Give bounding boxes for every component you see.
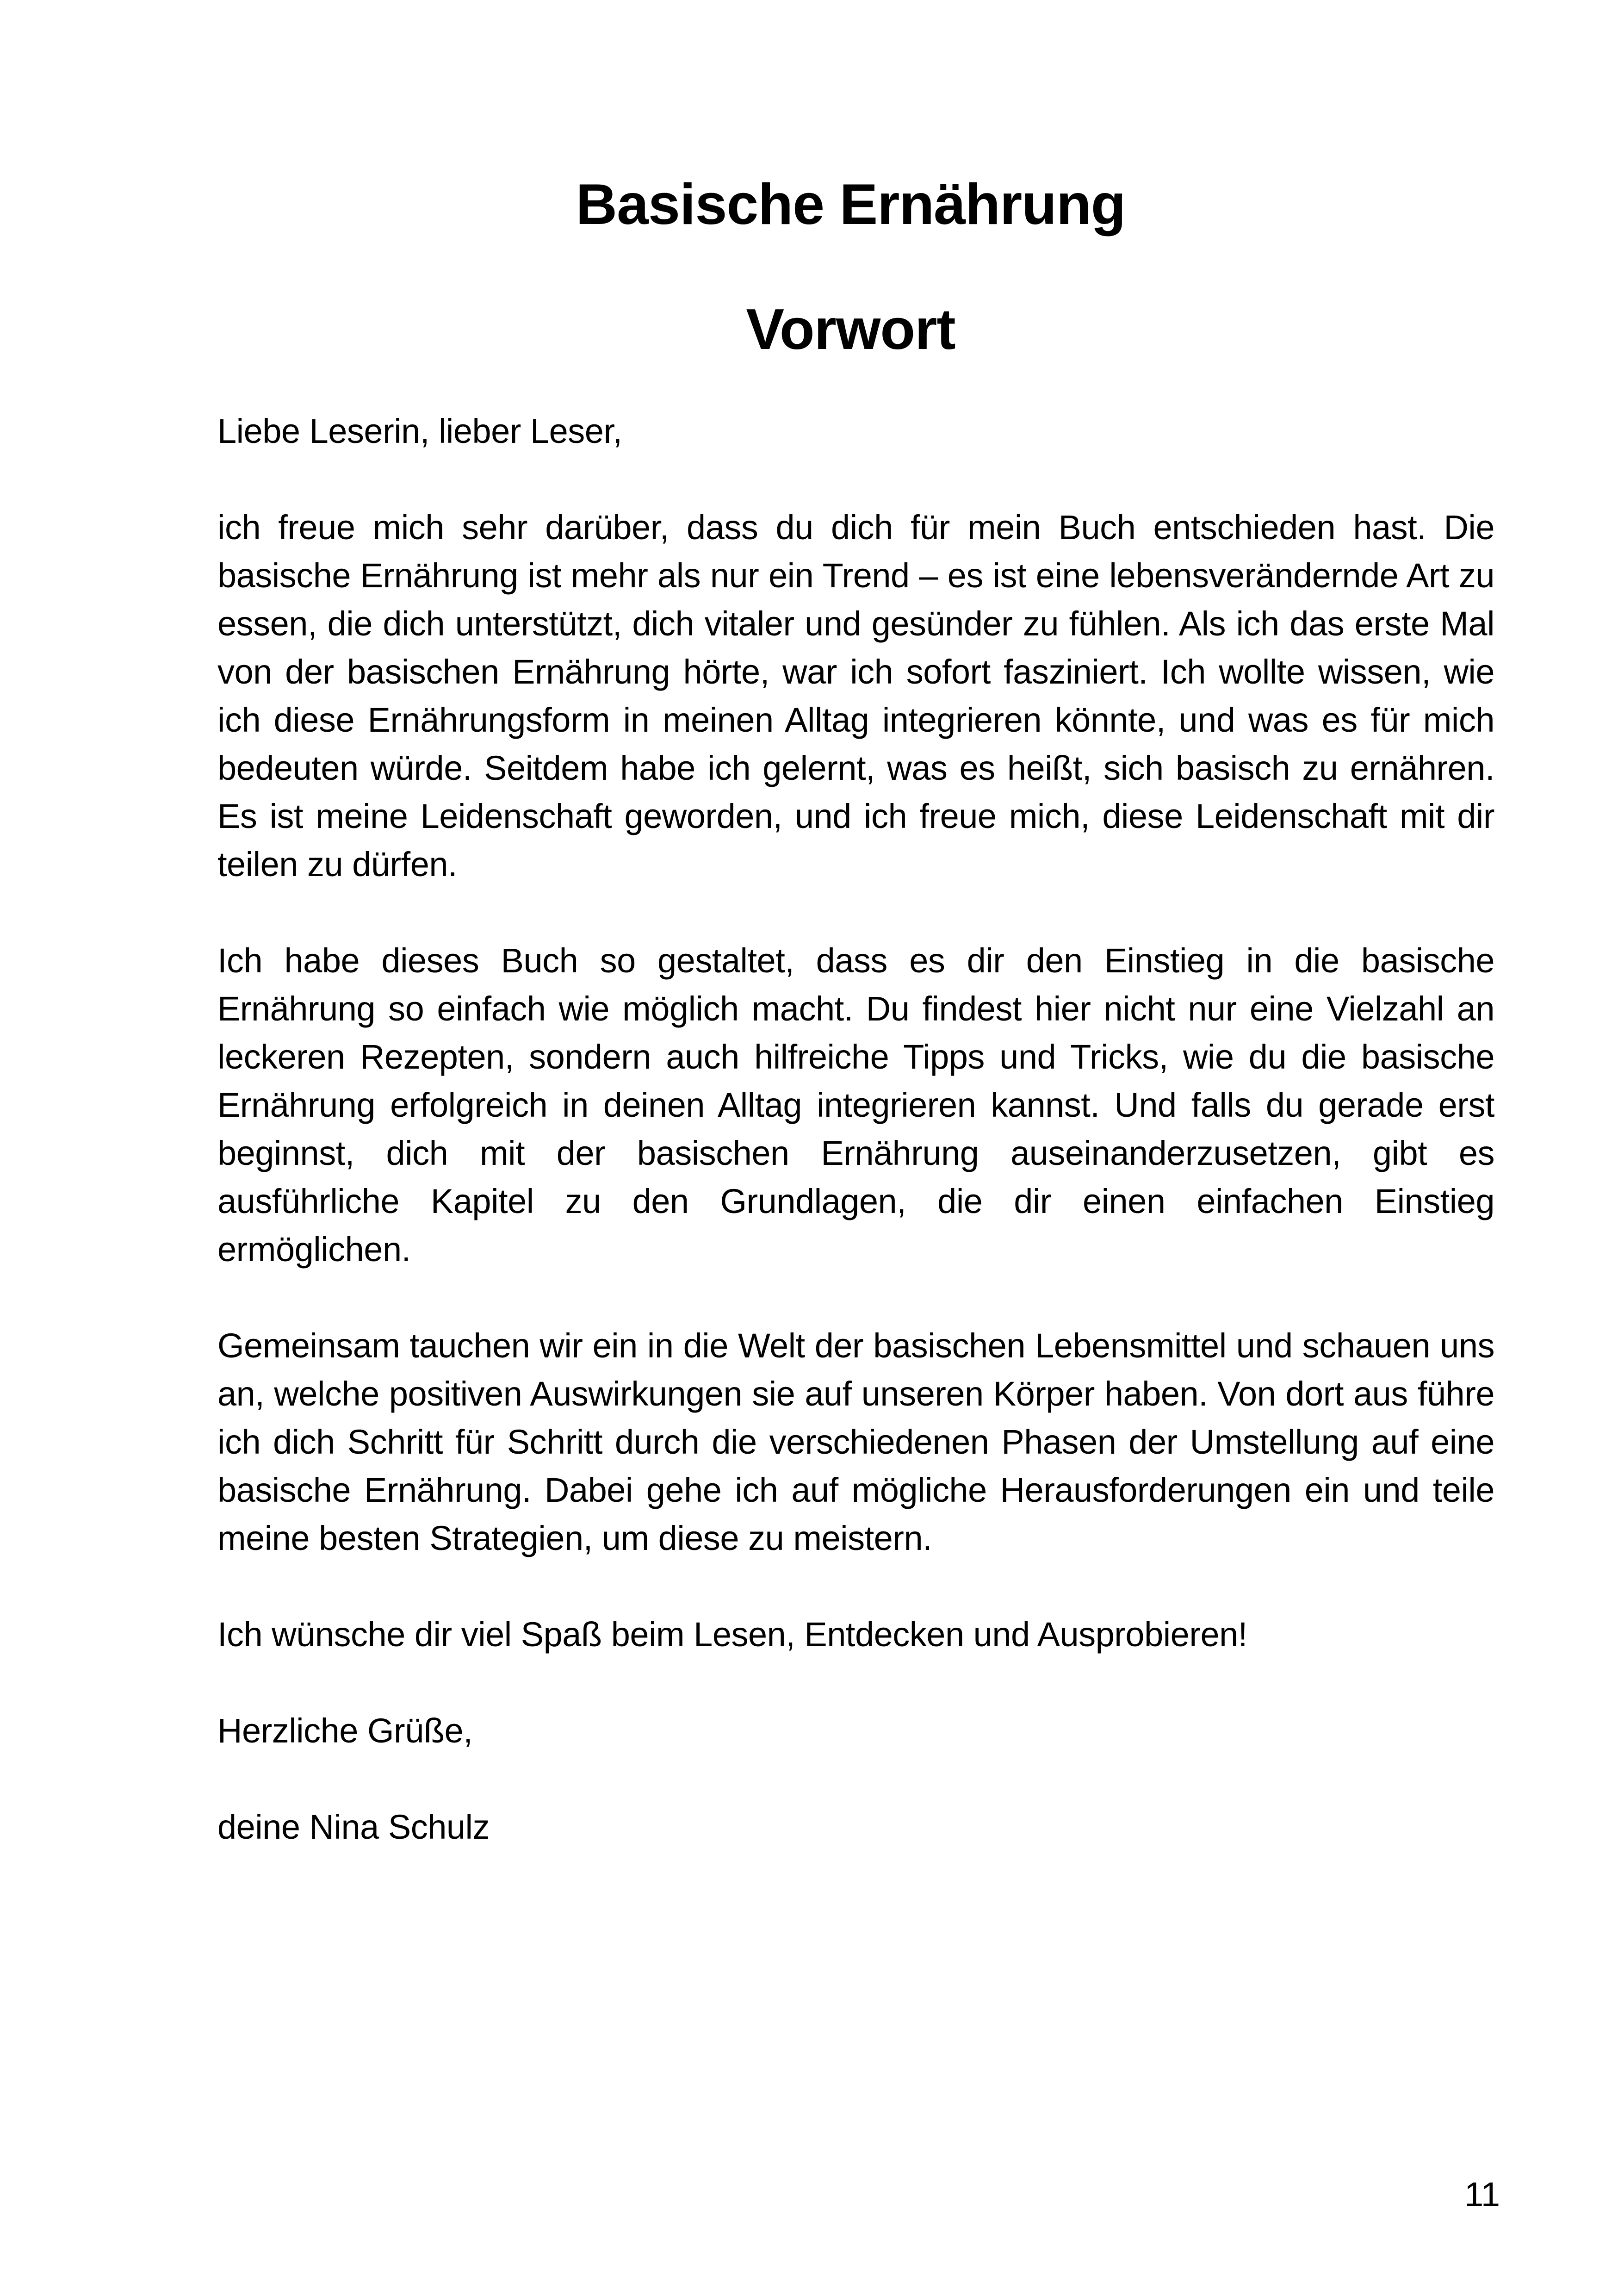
page-number: 11 — [1464, 2175, 1500, 2214]
body-text — [217, 407, 1494, 1899]
page-title: Basische Ernährung — [576, 173, 1126, 236]
section-title: Vorwort — [746, 298, 955, 361]
signature: deine Nina Schulz — [217, 1808, 490, 1846]
paragraph-intro: ich freue mich sehr darüber, dass du dich für mein Buch entschieden hast. Die basische Ernährung ist mehr als nur ein Trend – es ist eine lebensverändernde Art zu essen, die dich unterstützt, dich vitaler und gesünder zu fühlen. Als ich das erste Mal von der basischen Ernährung hörte, war ich sofort fasziniert. Ich wollte wissen, wie ich diese Ernährungsform in meinen Alltag integrieren könnte, und was es für mich bedeuten würde. Seitdem habe ich gelernt, was es heißt, sich basisch zu ernähren. Es ist meine Leidenschaft geworden, und ich freue mich, diese Leidenschaft mit dir teilen zu dürfen. — [217, 508, 1494, 884]
closing: Herzliche Grüße, — [217, 1711, 473, 1750]
paragraph-journey: Gemeinsam tauchen wir ein in die Welt der basischen Lebensmittel und schauen uns an, welche positiven Auswirkungen sie auf unseren Körper haben. Von dort aus führe ich dich Schritt für Schritt durch die verschiedenen Phasen der Umstellung auf eine basische Ernährung. Dabei gehe ich auf mögliche Herausforderungen ein und teile meine besten Strategien, um diese zu meistern. — [217, 1326, 1494, 1557]
paragraph-wish: Ich wünsche dir viel Spaß beim Lesen, Entdecken und Ausprobieren! — [217, 1615, 1247, 1654]
paragraph-book-design: Ich habe dieses Buch so gestaltet, dass es dir den Einstieg in die basische Ernährung so einfach wie möglich macht. Du findest hier nicht nur eine Vielzahl an leckeren Rezepten, sondern auch hilfreiche Tipps und Tricks, wie du die basische Ernährung erfolgreich in deinen Alltag integrieren kannst. Und falls du gerade erst beginnst, dich mit der basischen Ernährung auseinanderzusetzen, gibt es ausführliche Kapitel zu den Grundlagen, die dir einen einfachen Einstieg ermöglichen. — [217, 941, 1494, 1269]
greeting: Liebe Leserin, lieber Leser, — [217, 412, 622, 450]
